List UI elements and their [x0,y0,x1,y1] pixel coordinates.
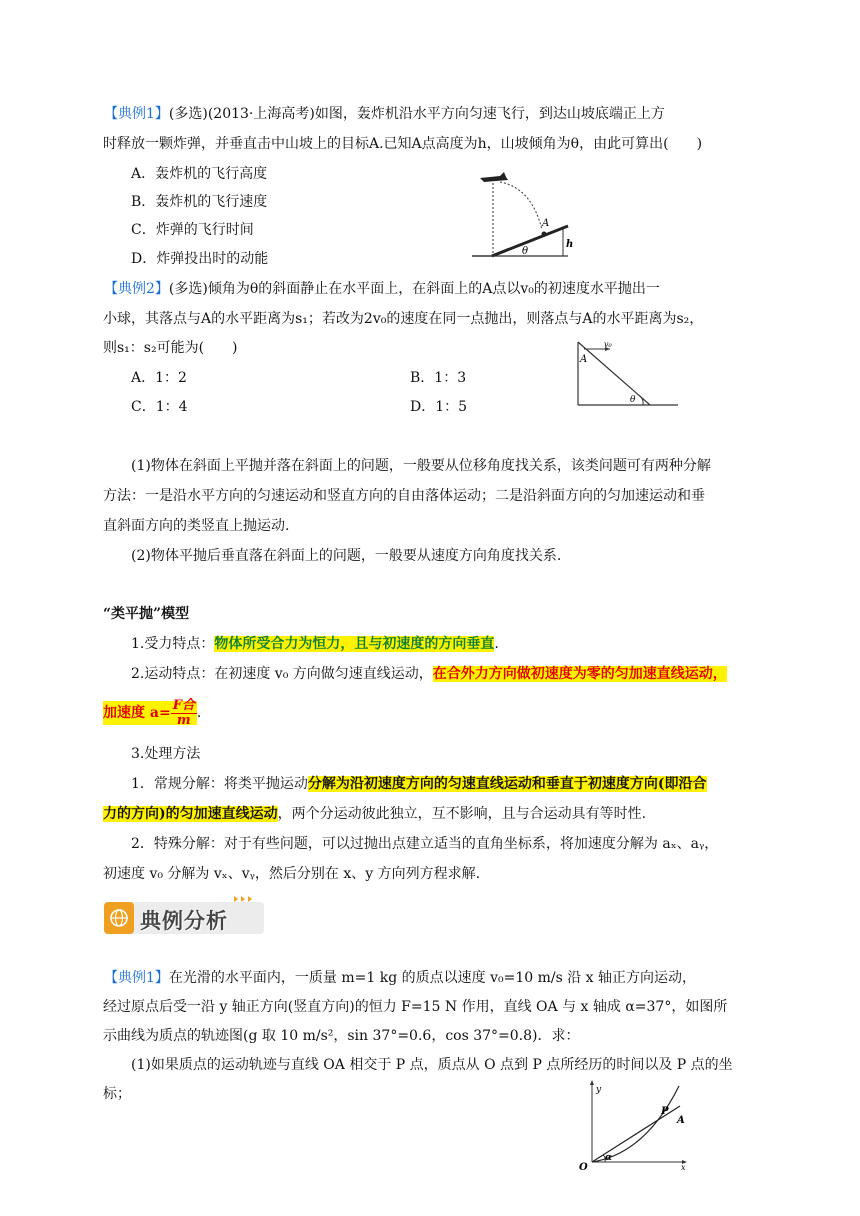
text: 1.受力特点： [131,636,215,652]
question1-line1: (1)如果质点的运动轨迹与直线 OA 相交于 P 点，质点从 O 点到 P 点所经历的时间以及 P 点的坐 [131,1057,733,1073]
point-p-label: P [661,1106,669,1117]
arrows-icon [234,896,252,902]
alpha-label: α [605,1153,612,1163]
note1-line1: (1)物体在斜面上平抛并落在斜面上的问题，一般要从位移角度找关系，该类问题可有两种分解 [131,458,711,474]
example1a-line1 [104,104,665,124]
text: . [494,636,499,652]
highlight: 力的方向)的匀加速直线运动 [103,806,278,822]
example-tag: 【典例2】 [104,281,169,297]
option-a: A．轰炸机的飞行高度 [131,166,268,182]
point-a-label: A [580,354,588,365]
method2-line2: 初速度 v₀ 分解为 vₓ、vᵧ，然后分别在 x、y 方向列方程求解. [103,866,481,882]
text: (多选)倾角为θ的斜面静止在水平面上，在斜面上的A点以v₀的初速度水平抛出一 [168,281,660,297]
theta-label: θ [522,246,529,257]
text: ，两个分运动彼此独立，互不影响，且与合运动具有等时性. [277,806,647,822]
v0-label: v₀ [604,340,612,349]
example1b-line1 [104,968,696,988]
text: 在光滑的水平面内，一质量 m=1 kg 的质点以速度 v₀=10 m/s 沿 x 轴正方向运动， [168,970,697,986]
y-axis-label: y [596,1085,602,1095]
option-a: A．1：2 [131,370,187,386]
numerator: F合 [172,697,195,713]
bomber-icon [480,172,508,182]
period: . [196,705,202,721]
point-a-label: A [677,1115,685,1126]
option-d: D．1：5 [410,399,468,415]
option-b: B．1：3 [410,370,467,386]
note1-line3: 直斜面方向的类竖直上抛运动. [103,518,290,534]
example2a-line3: 则s₁：s₂可能为( ) [103,340,238,356]
x-axis-label: x [681,1163,686,1170]
text: (多选)(2013·上海高考)如图，轰炸机沿水平方向匀速飞行，到达山坡底端正上方 [168,106,665,122]
note2: (2)物体平抛后垂直落在斜面上的问题，一般要从速度方向角度找关系. [131,548,562,564]
highlight: 物体所受合力为恒力，且与初速度的方向垂直 [214,636,495,652]
method-heading: 3.处理方法 [131,746,201,762]
acceleration-formula [103,696,201,730]
example1a-line2: 时释放一颗炸弹，并垂直击中山坡上的目标A.已知A点高度为h，山坡倾角为θ，由此可算出( ) [103,136,703,152]
highlight: 在合外力方向做初速度为零的匀加速直线运动， [432,666,727,682]
example-tag: 【典例1】 [104,106,169,122]
method1-line1 [131,774,707,794]
example1b-line3: 示曲线为质点的轨迹图(g 取 10 m/s²，sin 37°=0.6，cos 37°=0.8)．求： [103,1028,580,1044]
example-tag: 【典例1】 [104,970,169,986]
trajectory-figure [575,1078,690,1170]
motion-feature [131,664,727,684]
fraction [171,699,197,728]
example1b-line2: 经过原点后受一沿 y 轴正方向(竖直方向)的恒力 F=15 N 作用，直线 OA 与 x 轴成 α=37°，如图所 [103,999,728,1015]
banner-text: 典例分析 [140,909,228,933]
theta-label: θ [630,395,636,405]
highlight: 分解为沿初速度方向的匀速直线运动和垂直于初速度方向(即沿合 [307,776,707,792]
text: 1．常规分解：将类平抛运动 [131,776,308,792]
note1-line2: 方法：一是沿水平方向的匀速运动和竖直方向的自由落体运动；二是沿斜面方向的匀加速运动和垂 [103,488,705,504]
option-d: D．炸弹投出时的动能 [131,251,269,267]
example2a-line1 [104,279,660,299]
example2a-line2: 小球，其落点与A的水平距离为s₁；若改为2v₀的速度在同一点抛出，则落点与A的水平距离为s₂， [103,311,704,327]
formula-highlight [103,697,197,728]
height-label: h [566,239,574,250]
section-title: “类平抛”模型 [103,606,190,622]
point-a-label: A [542,218,550,229]
option-c: C．炸弹的飞行时间 [131,222,254,238]
incline-figure [574,338,680,410]
accel-text: 加速度 a= [103,705,171,721]
method1-line2 [103,804,646,824]
origin-label: O [579,1162,588,1170]
method2-line1: 2．特殊分解：对于有些问题，可以过抛出点建立适当的直角坐标系，将加速度分解为 aₓ、aᵧ， [131,836,719,852]
force-feature [131,634,499,654]
option-b: B．轰炸机的飞行速度 [131,194,268,210]
bomber-slope-figure [470,168,600,264]
question1-line2: 标； [103,1086,131,1102]
text: 2.运动特点：在初速度 v₀ 方向做匀速直线运动， [131,666,433,682]
example-analysis-banner [104,894,264,938]
option-c: C．1：4 [131,399,188,415]
denominator: m [176,712,191,728]
